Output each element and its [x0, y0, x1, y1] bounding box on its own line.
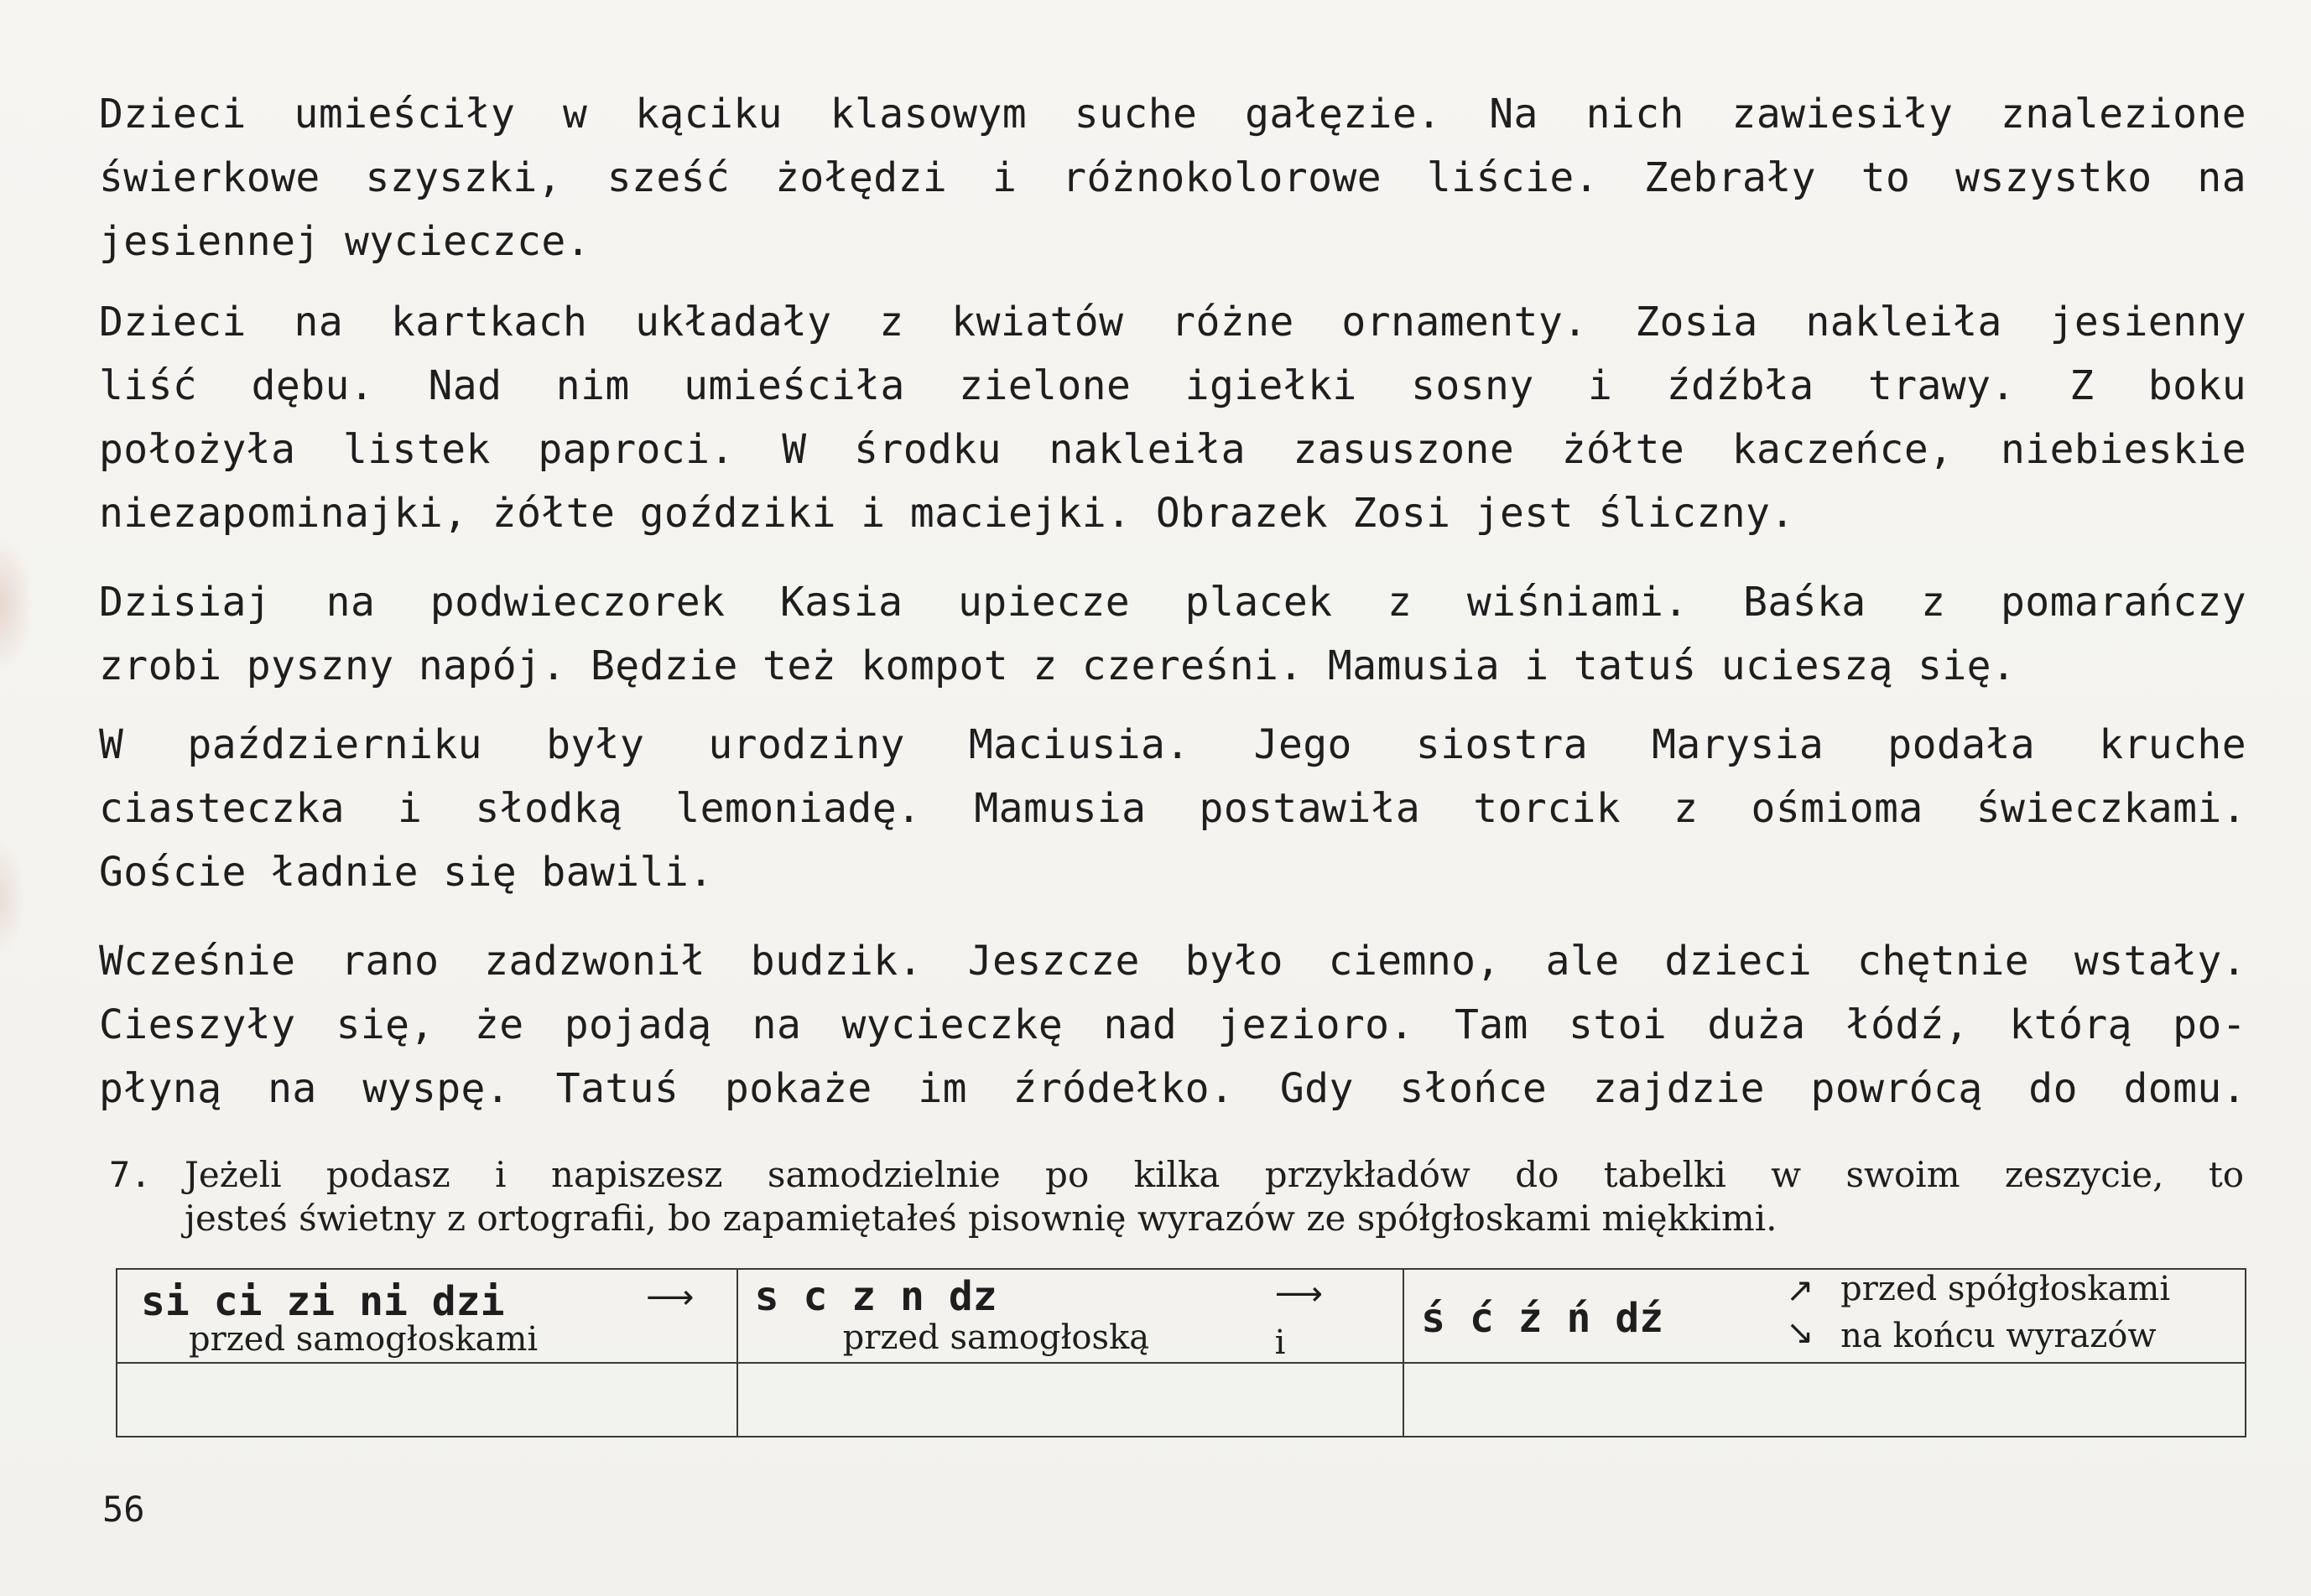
- exercise-instruction-line: Jeżeli podasz i napiszesz samodzielnie po kilka przykładów do tabelki w swoim zeszycie, to: [185, 1154, 2244, 1195]
- paragraph-1: [99, 82, 2246, 273]
- text-line: jesiennej wycieczce.: [99, 218, 591, 265]
- cell-label-top: przed spółgłoskami: [1840, 1270, 2171, 1308]
- exercise-number: 7.: [109, 1154, 152, 1195]
- letter-group: si ci zi ni dzi: [141, 1278, 505, 1325]
- text-line: Cieszyły się, że pojadą na wycieczkę nad jezioro. Tam stoi duża łódź, którą po-: [99, 1001, 2246, 1048]
- paper-stain: [0, 537, 34, 671]
- text-line: płyną na wyspę. Tatuś pokaże im źródełko. Gdy słońce zajdzie powrócą do domu.: [99, 1065, 2246, 1112]
- arrow-down-right-icon: ↘: [1786, 1313, 1814, 1352]
- text-line: Dzisiaj na podwieczorek Kasia upiecze placek z wiśniami. Baśka z pomarańczy: [99, 579, 2246, 626]
- exercise-instruction-line: jesteś świetny z ortografii, bo zapamiętałeś pisownię wyrazów ze spółgłoskami miękkimi.: [185, 1198, 1777, 1239]
- text-line: Dzieci na kartkach układały z kwiatów różne ornamenty. Zosia nakleiła jesienny: [99, 299, 2246, 346]
- table-empty-row: [117, 1363, 2246, 1437]
- paragraph-4: [99, 713, 2246, 904]
- spelling-table: [116, 1268, 2246, 1437]
- cell-label-i: i: [1274, 1323, 1286, 1362]
- text-line: ciasteczka i słodką lemoniadę. Mamusia postawiła torcik z ośmioma świeczkami.: [99, 785, 2246, 832]
- page-number: 56: [102, 1489, 145, 1530]
- text-line: położyła listek paproci. W środku nakleiła zasuszone żółte kaczeńce, niebieskie: [99, 426, 2246, 473]
- empty-answer-cell[interactable]: [737, 1363, 1403, 1437]
- table-header-row: [117, 1269, 2246, 1363]
- cell-label: przed samogłoską: [842, 1318, 1150, 1357]
- table-cell-accented-letters: [1403, 1269, 2246, 1363]
- letter-group: s c z n dz: [754, 1273, 997, 1320]
- empty-answer-cell[interactable]: [117, 1363, 737, 1437]
- empty-answer-cell[interactable]: [1403, 1363, 2246, 1437]
- letter-group: ś ć ź ń dź: [1421, 1295, 1664, 1342]
- table-cell-soft-before-vowels: [117, 1269, 737, 1363]
- paragraph-3: [99, 570, 2246, 698]
- text-line: zrobi pyszny napój. Będzie też kompot z czereśni. Mamusia i tatuś ucieszą się.: [99, 642, 2017, 689]
- arrow-right-icon: ⟶: [1274, 1275, 1323, 1313]
- text-line: liść dębu. Nad nim umieściła zielone igiełki sosny i źdźbła trawy. Z boku: [99, 362, 2246, 409]
- text-line: niezapominajki, żółte goździki i maciejki. Obrazek Zosi jest śliczny.: [99, 490, 1795, 537]
- paragraph-2: [99, 290, 2246, 545]
- cell-label-bottom: na końcu wyrazów: [1840, 1317, 2157, 1355]
- text-line: W październiku były urodziny Maciusia. Jego siostra Marysia podała kruche: [99, 721, 2246, 768]
- table-cell-before-i: [737, 1269, 1403, 1363]
- text-line: Goście ładnie się bawili.: [99, 849, 714, 896]
- text-line: Wcześnie rano zadzwonił budzik. Jeszcze było ciemno, ale dzieci chętnie wstały.: [99, 938, 2246, 985]
- paragraph-5: [99, 929, 2246, 1120]
- cell-label: przed samogłoskami: [189, 1320, 539, 1359]
- text-line: świerkowe szyszki, sześć żołędzi i różnokolorowe liście. Zebrały to wszystko na: [99, 154, 2246, 201]
- arrow-right-icon: ⟶: [646, 1278, 695, 1317]
- paper-stain: [0, 839, 25, 956]
- arrow-up-right-icon: ↗: [1786, 1271, 1814, 1310]
- text-line: Dzieci umieściły w kąciku klasowym suche gałęzie. Na nich zawiesiły znalezione: [99, 91, 2246, 138]
